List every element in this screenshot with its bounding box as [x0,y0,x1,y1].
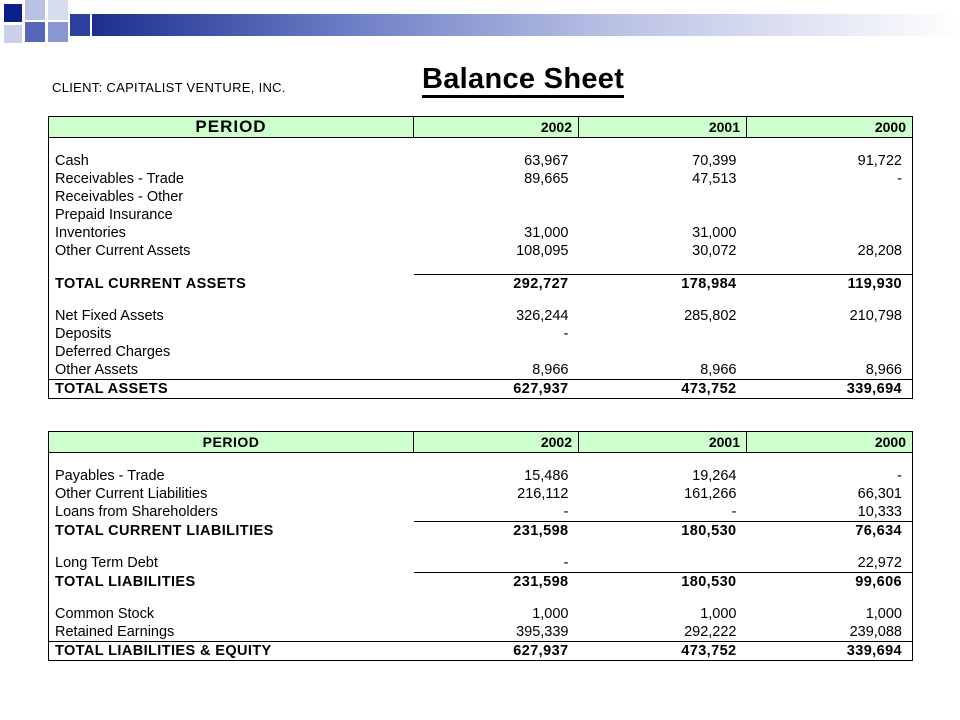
total-assets-row [49,380,913,399]
total-current-liabilities-row [49,522,913,541]
table-row [49,206,913,224]
gradient-stripe [92,14,960,36]
cell-value: 395,339 [516,624,569,640]
cell-value: 15,486 [524,468,569,484]
year-header: 2001 [579,117,747,138]
table-row [49,224,913,242]
cell-value: 30,072 [692,243,737,259]
row-label: Deferred Charges [55,344,171,360]
cell-value: - [897,171,902,187]
row-label: Other Assets [55,362,139,378]
cell-value: 66,301 [857,486,902,502]
cell-value: 108,095 [516,243,569,259]
decor-square [48,22,68,42]
cell-value: 119,930 [747,275,913,294]
cell-value [414,343,579,361]
cell-value [414,206,579,224]
decor-square [70,14,90,36]
cell-value: 285,802 [684,308,737,324]
table-row [49,152,913,170]
cell-value: 91,722 [857,153,902,169]
row-label: Other Current Assets [55,243,191,259]
cell-value: 292,727 [414,275,579,294]
cell-value: 627,937 [414,380,579,399]
decor-square [4,4,22,22]
cell-value: 339,694 [747,380,913,399]
cell-value: 473,752 [579,380,747,399]
liabilities-table [48,431,913,661]
row-label: Other Current Liabilities [55,486,208,502]
table-row [49,188,913,206]
liabilities-header-row [49,432,913,453]
decor-square [25,22,45,42]
table-row [49,307,913,325]
cell-value [579,343,747,361]
cell-value: 239,088 [849,624,902,640]
cell-value: 1,000 [700,606,737,622]
cell-value: 31,000 [692,225,737,241]
cell-value: 63,967 [524,153,569,169]
row-label: Inventories [55,225,126,241]
cell-value: 8,966 [532,362,569,378]
table-row [49,170,913,188]
year-header: 2001 [579,432,747,453]
cell-value: 19,264 [692,468,737,484]
cell-value: 8,966 [865,362,902,378]
cell-value: 180,530 [579,573,747,592]
assets-table [48,116,913,399]
year-header: 2000 [747,117,913,138]
cell-value: 31,000 [524,225,569,241]
table-row [49,503,913,522]
table-row [49,361,913,380]
cell-value: 76,634 [747,522,913,541]
row-label: Receivables - Other [55,189,184,205]
table-row [49,623,913,642]
client-label: CLIENT: CAPITALIST VENTURE, INC. [52,80,286,95]
cell-value [747,206,913,224]
total-liabilities-row [49,573,913,592]
cell-value: 89,665 [524,171,569,187]
cell-value: 180,530 [579,522,747,541]
row-label: Receivables - Trade [55,171,184,187]
row-label: Retained Earnings [55,624,175,640]
decorative-header-bar [0,0,960,46]
year-header: 2002 [414,432,579,453]
cell-value [747,224,913,242]
cell-value: 1,000 [865,606,902,622]
total-current-assets-row [49,275,913,294]
row-label: Deposits [55,326,112,342]
page-title: Balance Sheet [422,64,624,98]
row-label: Loans from Shareholders [55,504,218,521]
cell-value: 1,000 [532,606,569,622]
decor-square [48,0,68,20]
total-liabilities-equity-row [49,642,913,661]
row-label: TOTAL LIABILITIES & EQUITY [49,642,414,661]
cell-value [414,188,579,206]
cell-value: 47,513 [692,171,737,187]
cell-value: 99,606 [747,573,913,592]
assets-header-row [49,117,913,138]
cell-value: 231,598 [414,522,579,541]
table-row [49,343,913,361]
row-label: TOTAL CURRENT LIABILITIES [55,522,274,539]
cell-value [747,188,913,206]
row-label: TOTAL LIABILITIES [55,573,196,590]
cell-value: 292,222 [684,624,737,640]
cell-value: 28,208 [857,243,902,259]
cell-value: 216,112 [517,486,569,502]
cell-value: - [563,555,569,571]
cell-value: 178,984 [579,275,747,294]
table-row [49,467,913,485]
decor-square [4,25,22,43]
row-label: TOTAL ASSETS [49,380,414,399]
cell-value [579,188,747,206]
cell-value: - [563,504,569,520]
cell-value: - [897,468,902,484]
row-label: Long Term Debt [55,555,158,572]
row-label: Prepaid Insurance [55,207,173,223]
table-row [49,605,913,623]
row-label: TOTAL CURRENT ASSETS [55,275,247,292]
cell-value: 231,598 [414,573,579,592]
table-row [49,485,913,503]
cell-value [747,325,913,343]
table-row [49,554,913,573]
cell-value [579,325,747,343]
cell-value: 339,694 [747,642,913,661]
row-label: Net Fixed Assets [55,308,164,324]
table-row [49,325,913,343]
year-header: 2002 [414,117,579,138]
cell-value: 70,399 [692,153,737,169]
year-header: 2000 [747,432,913,453]
period-header: PERIOD [49,432,414,453]
cell-value: 22,972 [857,555,902,571]
cell-value: 473,752 [579,642,747,661]
cell-value: 161,266 [684,486,737,502]
cell-value [579,554,747,573]
table-row [49,242,913,260]
row-label: Cash [55,153,89,169]
cell-value: 627,937 [414,642,579,661]
row-label: Payables - Trade [55,468,165,484]
cell-value: 10,333 [857,504,902,520]
period-header: PERIOD [49,117,414,138]
decor-square [25,0,45,20]
cell-value: 326,244 [516,308,569,324]
cell-value: - [563,326,569,342]
row-label: Common Stock [55,606,155,622]
cell-value: 210,798 [849,308,902,324]
cell-value: 8,966 [700,362,737,378]
cell-value: - [731,504,737,520]
cell-value [579,206,747,224]
cell-value [747,343,913,361]
